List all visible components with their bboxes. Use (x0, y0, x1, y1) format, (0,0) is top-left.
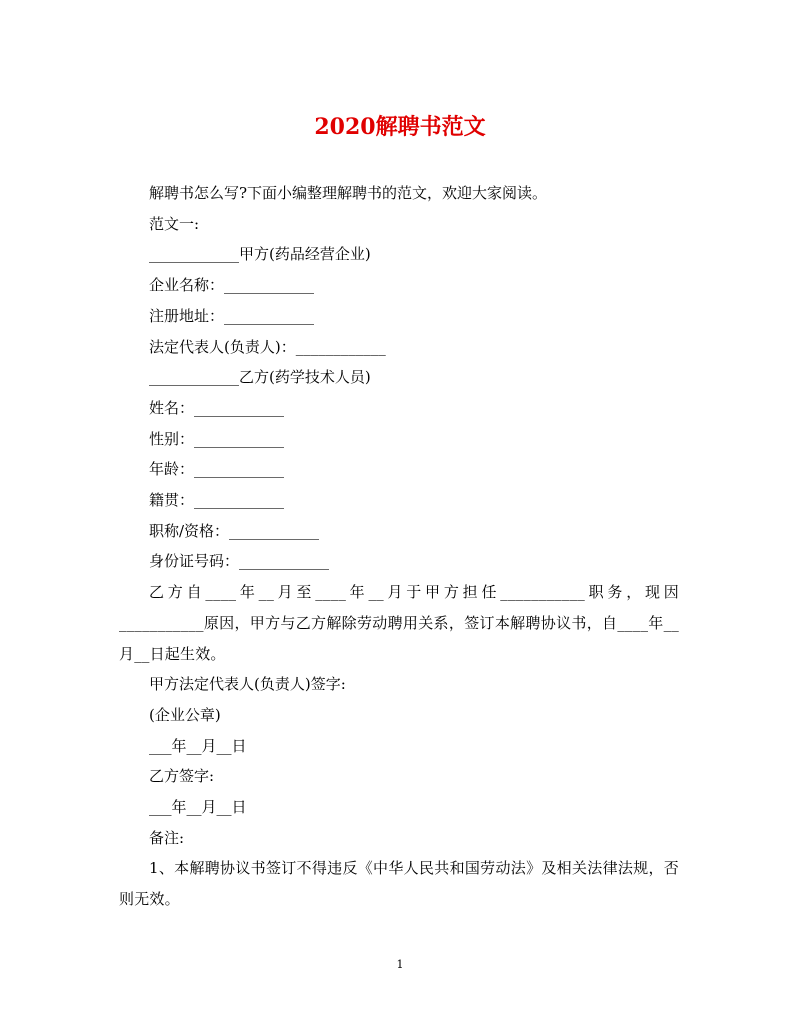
note-item-1: 1、本解聘协议书签订不得违反《中华人民共和国劳动法》及相关法律法规，否则无效。 (119, 859, 679, 909)
party-a-date-line: ___年__月__日 (149, 736, 247, 755)
gender-line: 性别：____________ (149, 429, 285, 448)
party-b-line: ____________乙方(药学技术人员) (149, 368, 371, 387)
registered-address-line: 注册地址：____________ (149, 306, 315, 325)
page-number: 1 (396, 958, 404, 971)
legal-representative-line: 法定代表人(负责人)：____________ (149, 337, 386, 356)
id-number-line: 身份证号码：____________ (149, 552, 330, 571)
company-seal-line: (企业公章) (149, 705, 221, 724)
termination-clause-paragraph: 乙方自____年__月至____年__月于甲方担任___________职务，现因___________原因，甲方与乙方解除劳动聘用关系，签订本解聘协议书，自____年__ 月__日起生效。 (119, 583, 679, 663)
party-a-line: ____________甲方(药品经营企业) (149, 245, 371, 264)
party-b-signature-line: 乙方签字: (149, 767, 215, 786)
document-title: 2020解聘书范文 (314, 114, 486, 140)
name-line: 姓名：____________ (149, 398, 285, 417)
party-a-signature-line: 甲方法定代表人(负责人)签字: (149, 675, 346, 694)
company-name-line: 企业名称：____________ (149, 276, 315, 295)
sample-heading: 范文一: (149, 214, 200, 233)
title-qualification-line: 职称/资格：____________ (149, 521, 320, 540)
intro-paragraph: 解聘书怎么写?下面小编整理解聘书的范文，欢迎大家阅读。 (149, 184, 548, 202)
age-line: 年龄：____________ (149, 460, 285, 479)
document-body (119, 178, 679, 915)
hometown-line: 籍贯：____________ (149, 491, 285, 510)
party-b-date-line: ___年__月__日 (149, 798, 247, 817)
notes-heading: 备注: (149, 828, 185, 847)
